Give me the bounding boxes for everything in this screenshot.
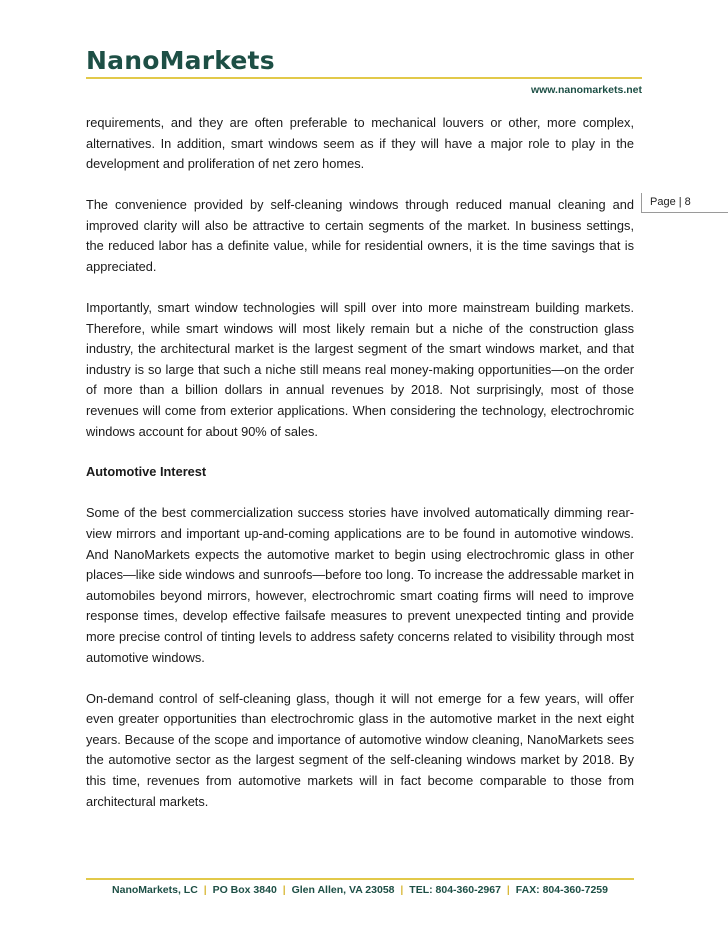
footer-divider — [86, 878, 634, 880]
footer-separator: | — [282, 884, 286, 896]
footer-separator: | — [400, 884, 404, 896]
paragraph-2: The convenience provided by self-cleaning windows through reduced manual cleaning and improved clarity will also be attractive to certain segments of the market. In business settings, the reduced labor has a definite value, while for residential owners, it is the time savings that is appreciated. — [86, 197, 634, 274]
footer-fax: FAX: 804-360-7259 — [515, 884, 608, 896]
paragraph-3: Importantly, smart window technologies will spill over into more mainstream building markets. Therefore, while smart windows will most likely remain but a niche of the construction glass industry, the architectural market is the largest segment of the smart windows market, and that industry is so large that such a niche still means real money-making opportunities—on the order of more than a billion dollars in annual revenues by 2018. Not surprisingly, most of those revenues will come from exterior applications. When considering the technology, electrochromic windows account for about 90% of sales. — [86, 299, 634, 439]
footer-city: Glen Allen, VA 23058 — [291, 884, 395, 896]
header-divider — [86, 77, 642, 79]
paragraph-1: requirements, and they are often preferable to mechanical louvers or other, more complex, alternatives. In addition, smart windows seem as if they will have a major role to play in the development and proliferation of net zero homes. — [86, 115, 634, 172]
footer-separator: | — [506, 884, 510, 896]
paragraph-4: Some of the best commercialization success stories have involved automatically dimming rear-view mirrors and important up-and-coming applications are to be found in automotive windows. And NanoMarkets expects the automotive market to begin using electrochromic glass in other places—like side windows and sunroofs—before too long. To increase the addressable market in automobiles beyond mirrors, however, electrochromic smart coating firms will need to improve response times, develop effective failsafe measures to prevent unexpected tinting and provide more precise control of tinting levels to address safety concerns related to visibility through most automotive windows. — [86, 505, 634, 665]
document-body — [86, 113, 634, 833]
footer-company: NanoMarkets, LC — [112, 884, 198, 896]
footer-contact — [86, 884, 634, 896]
brand-logo-text: NanoMarkets — [86, 46, 275, 75]
footer-separator: | — [203, 884, 207, 896]
paragraph-5: On-demand control of self-cleaning glass, though it will not emerge for a few years, will offer even greater opportunities than electrochromic glass in the automotive market in the next eight years. Because of the scope and importance of automotive window cleaning, NanoMarkets sees the automotive sector as the largest segment of the self-cleaning windows market by 2018. By this time, revenues from automotive markets will in fact become comparable to those from architectural markets. — [86, 690, 634, 809]
footer-address: PO Box 3840 — [212, 884, 277, 896]
section-heading: Automotive Interest — [86, 464, 207, 480]
footer-telephone: TEL: 804-360-2967 — [409, 884, 501, 896]
page-number-label: Page | 8 — [641, 193, 728, 213]
header-website-url: www.nanomarkets.net — [530, 84, 642, 96]
